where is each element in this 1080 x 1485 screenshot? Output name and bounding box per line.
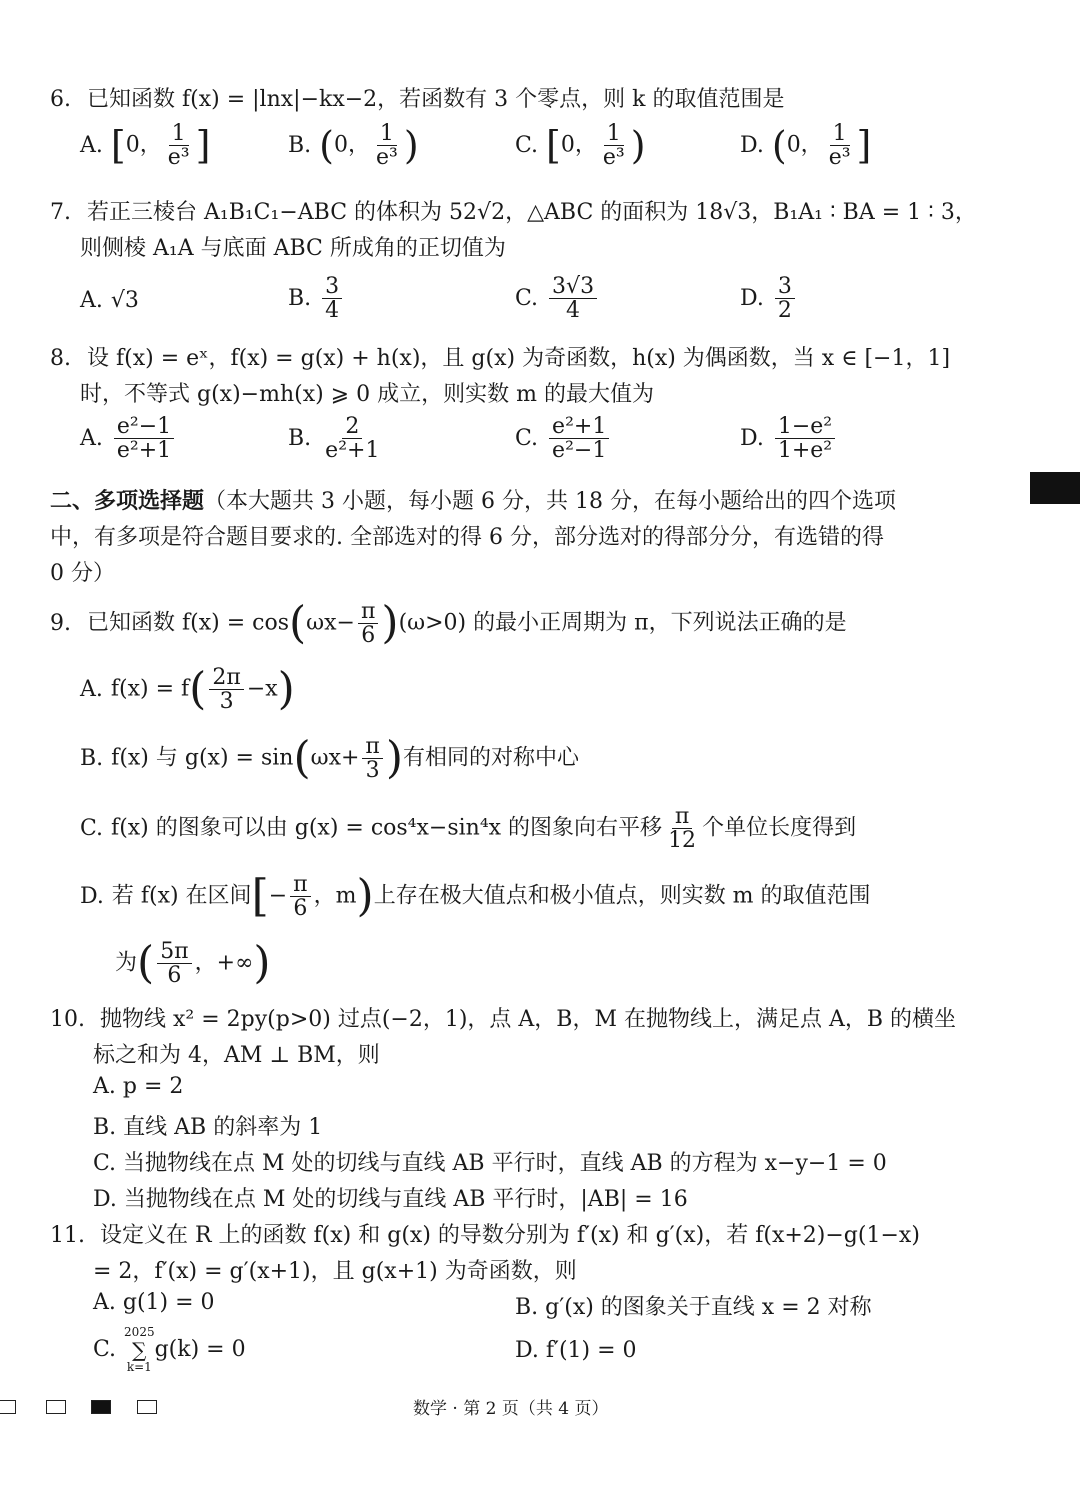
q6-option-a: A. [0， $\frac{1}{\text{e³}}$ ] (80, 121, 211, 171)
page-marker-square (137, 1400, 157, 1414)
q6-option-c: C. [0， $\frac{1}{\text{e³}}$ ) (515, 121, 646, 171)
page-edge-tab (1030, 472, 1080, 504)
question-9: 9. 已知函数 f(x) = cos(ωx− $\frac{\pi}{6}$ )(ω>0) 的最小正周期为 π，下列说法正确的是 (50, 597, 847, 649)
question-8-line2: 时，不等式 g(x)−mh(x) ⩾ 0 成立，则实数 m 的最大值为 (80, 382, 654, 407)
q8-option-a: A. $\frac{\text{e²−1}}{\text{e²+1}}$ (80, 415, 177, 462)
question-7-line2: 则侧棱 A₁A 与底面 ABC 所成角的正切值为 (80, 236, 506, 261)
q10-option-a: A. p = 2 (93, 1074, 184, 1099)
question-number: 8. (50, 346, 71, 371)
q11-option-c: C. 2025 ∑ k=1 g(k) = 0 (93, 1325, 246, 1375)
q7-option-b: B. $\frac{3}{4}$ (288, 275, 345, 322)
question-stem-line1: 设 f(x) = eˣ，f(x) = g(x) + h(x)，且 g(x) 为奇函数，h(x) 为偶函数，当 x ∈ [−1，1] (87, 346, 951, 371)
page-footer: 数学 · 第 2 页（共 4 页） (413, 1399, 609, 1419)
page-marker-square (46, 1400, 66, 1414)
q7-option-d: D. $\frac{3}{2}$ (740, 275, 798, 322)
q10-option-d: D. 当抛物线在点 M 处的切线与直线 AB 平行时，|AB| = 16 (93, 1187, 688, 1212)
section-title: 二、多项选择题 (50, 488, 205, 514)
question-number: 6. (50, 87, 71, 112)
question-6 (50, 82, 784, 113)
section-2-instructions: 二、多项选择题（本大题共 3 小题，每小题 6 分，共 18 分，在每小题给出的四个选项 中，有多项是符合题目要求的. 全部选对的得 6 分，部分选对的得部分分，有选错的得 0 分） (50, 488, 896, 586)
question-8 (50, 341, 950, 372)
page-marker-square (0, 1400, 16, 1414)
question-stem: 已知函数 f(x) = |lnx|−kx−2，若函数有 3 个零点，则 k 的取值范围是 (87, 87, 785, 112)
question-10: 10. 抛物线 x² = 2py(p>0) 过点(−2，1)，点 A，B，M 在抛物线上，满足点 A，B 的横坐 (50, 1007, 957, 1032)
q11-option-a: A. g(1) = 0 (93, 1290, 215, 1315)
question-number: 7. (50, 200, 71, 225)
q7-option-a: A. √3 (80, 288, 139, 313)
q8-option-b: B. $\frac{2}{\text{e²+1}}$ (288, 414, 380, 464)
q10-option-c: C. 当抛物线在点 M 处的切线与直线 AB 平行时，直线 AB 的方程为 x−y−1 = 0 (93, 1151, 887, 1176)
question-stem-line1: 若正三棱台 A₁B₁C₁−ABC 的体积为 52√2，△ABC 的面积为 18√3，B₁A₁ ∶ BA = 1 ∶ 3， (87, 200, 977, 225)
q11-option-d: D. f′(1) = 0 (515, 1338, 637, 1363)
q8-option-d: D. $\frac{\text{1−e²}}{\text{1+e²}}$ (740, 415, 838, 462)
question-number: 9. (50, 610, 71, 636)
q9-option-b: B. f(x) 与 g(x) = sin(ωx+ $\frac{\pi}{3}$ )有相同的对称中心 (80, 732, 580, 784)
question-number: 10. (50, 1007, 85, 1032)
q6-option-d: D. (0， $\frac{1}{\text{e³}}$ ] (740, 121, 872, 171)
question-11-line2: = 2，f′(x) = g′(x+1)，且 g(x+1) 为奇函数，则 (93, 1259, 577, 1284)
question-7 (50, 195, 977, 226)
q11-option-b: B. g′(x) 的图象关于直线 x = 2 对称 (515, 1295, 872, 1320)
q9-option-d: D. 若 f(x) 在区间[− $\frac{\pi}{6}$ ，m)上存在极大值点和极小值点，则实数 m 的取值范围 (80, 870, 871, 922)
question-10-line2: 标之和为 4，AM ⊥ BM，则 (93, 1043, 380, 1068)
q7-option-c: C. $\frac{3√3}{4}$ (515, 275, 600, 322)
question-11: 11. 设定义在 R 上的函数 f(x) 和 g(x) 的导数分别为 f′(x) 和 g′(x)，若 f(x+2)−g(1−x) (50, 1223, 920, 1248)
q9-option-a: A. f(x) = f( $\frac{2\pi}{3}$ −x) (80, 663, 295, 715)
q9-option-d-cont: 为( $\frac{5\pi}{6}$ ，+∞) (115, 937, 271, 989)
q6-option-b: B. (0， $\frac{1}{\text{e³}}$ ) (288, 121, 419, 171)
question-number: 11. (50, 1223, 85, 1248)
q8-option-c: C. $\frac{\text{e²+1}}{\text{e²−1}}$ (515, 415, 612, 462)
page-marker-square-filled (91, 1400, 111, 1414)
q9-option-c: C. f(x) 的图象可以由 g(x) = cos⁴x−sin⁴x 的图象向右平移 $\frac{\pi}{12}$ 个单位长度得到 (80, 804, 857, 854)
q10-option-b: B. 直线 AB 的斜率为 1 (93, 1115, 323, 1140)
